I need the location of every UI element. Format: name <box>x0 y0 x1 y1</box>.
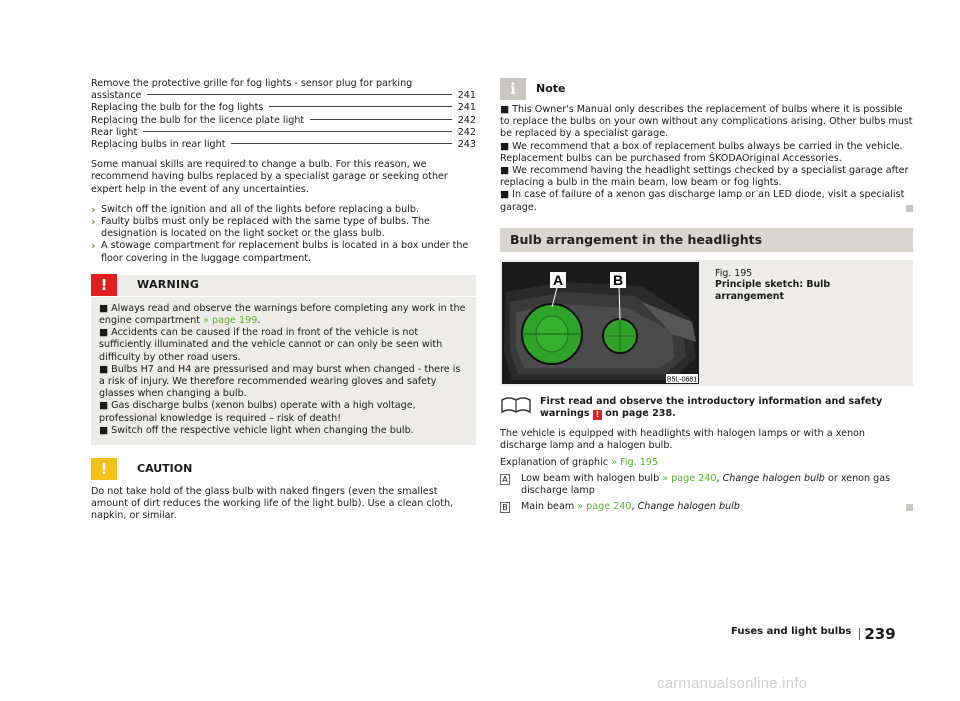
right-column <box>500 78 913 513</box>
warning-header <box>91 275 476 297</box>
note-item: ■ We recommend that a box of replacement bulbs always be carried in the vehicle. Replacement bulbs can be purchased from ŠKODAOriginal Accessories. <box>500 140 903 164</box>
legend-text <box>521 473 913 497</box>
toc-page: 243 <box>457 139 476 151</box>
toc-item[interactable] <box>91 139 476 151</box>
toc-item[interactable] <box>91 78 476 102</box>
figure <box>500 260 913 386</box>
legend-emphasis: Change halogen bulb <box>722 472 825 484</box>
caution-header <box>91 458 476 480</box>
toc-item[interactable] <box>91 115 476 127</box>
legend-key: A <box>500 474 510 485</box>
legend-sep: , <box>716 472 723 484</box>
watermark: carmanualsonline.info <box>657 675 808 692</box>
step-text: A stowage compartment for replacement bulbs is located in a box under the floor covering in the luggage compartment. <box>101 240 469 264</box>
legend-pre: Low beam with halogen bulb <box>521 472 663 484</box>
note-item <box>500 189 913 213</box>
toc-page: 241 <box>457 90 476 102</box>
note-item: ■ This Owner's Manual only describes the replacement of bulbs where it is possible to replace the bulbs on your own without any complications arising. Other bulbs must be replaced by a specialist garage. <box>500 104 913 140</box>
toc-leader <box>143 131 451 132</box>
legend-pre: Main beam <box>521 501 578 513</box>
legend-text <box>521 501 913 513</box>
warning-item: ■ Gas discharge bulbs (xenon bulbs) operate with a high voltage, professional knowledge is required – risk of death! <box>99 400 416 424</box>
info-icon: i <box>500 78 526 100</box>
toc-label: Replacing bulbs in rear light <box>91 139 226 151</box>
caution-icon: ! <box>91 458 117 480</box>
figure-code: B5L-0681 <box>666 376 698 384</box>
legend-item-b <box>500 501 913 513</box>
toc-page: 241 <box>457 102 476 114</box>
toc-label: assistance <box>91 90 142 102</box>
label-b: B <box>612 271 624 288</box>
note-text: ■ In case of failure of a xenon gas discharge lamp or an LED diode, visit a specialist garage. <box>500 189 905 213</box>
warning-item <box>99 303 468 327</box>
figure-number: Fig. 195 <box>715 267 753 279</box>
headlight-illustration <box>502 262 699 384</box>
warning-text: ■ Always read and observe the warnings before completing any work in the engine compartment <box>99 302 466 327</box>
end-mark-icon <box>906 205 913 212</box>
toc-leader <box>310 119 452 120</box>
step-text: Switch off the ignition and all of the lights before replacing a bulb. <box>101 203 420 215</box>
step-list <box>91 204 476 265</box>
warning-mini-icon: ! <box>593 410 602 420</box>
book-icon <box>500 396 532 414</box>
warning-box <box>91 275 476 445</box>
toc-label: Replacing the bulb for the licence plate light <box>91 114 305 126</box>
note-body <box>500 104 913 214</box>
warning-icon: ! <box>91 274 117 296</box>
toc-leader <box>147 94 451 95</box>
figure-caption-title: Principle sketch: Bulb arrangement <box>715 279 831 302</box>
step-item <box>91 204 476 216</box>
page-link[interactable]: » page 240 <box>577 501 632 513</box>
toc-leader <box>269 106 451 107</box>
page-link[interactable]: » page 199 <box>203 315 258 327</box>
arrow-icon: › <box>91 239 96 253</box>
intro-paragraph: Some manual skills are required to change a bulb. For this reason, we recommend having bulbs replaced by a specialist garage or seeking other expert help in the event of any uncertainties. <box>91 159 448 195</box>
warning-text: . <box>257 315 261 327</box>
arrow-icon: › <box>91 202 96 216</box>
warning-item: ■ Bulbs H7 and H4 are pressurised and may burst when changed - there is a risk of injury. We therefore recommended wearing gloves and safety glasses when changing a bulb. <box>99 363 461 400</box>
toc-page: 242 <box>457 126 476 138</box>
arrow-icon: › <box>91 215 96 229</box>
first-read-post: on page 238. <box>601 408 676 420</box>
first-read-notice <box>500 396 913 420</box>
step-text: Faulty bulbs must only be replaced with the same type of bulbs. The designation is located on the light socket or the glass bulb. <box>101 216 430 240</box>
warning-title: WARNING <box>137 278 200 292</box>
toc-label: Remove the protective grille for fog lights - sensor plug for parking <box>91 78 413 89</box>
section-title: Bulb arrangement in the headlights <box>500 228 913 252</box>
explanation-line <box>500 457 913 469</box>
toc-leader <box>231 143 451 144</box>
explanation-label: Explanation of graphic <box>500 456 612 468</box>
legend-item-a <box>500 473 913 497</box>
step-item <box>91 240 476 264</box>
label-a: A <box>552 271 564 288</box>
note-title: Note <box>536 81 566 95</box>
first-read-text <box>540 396 913 420</box>
toc-label: Rear light <box>91 126 138 138</box>
first-read-pre: First read and observe the introductory information and safety warnings <box>540 395 883 420</box>
headlight-image <box>502 262 699 384</box>
legend-key: B <box>500 502 510 513</box>
legend-sep: , <box>631 501 638 513</box>
toc-item[interactable] <box>91 102 476 114</box>
toc-page: 242 <box>457 114 476 126</box>
caution-title: CAUTION <box>137 461 193 475</box>
legend-post: or xenon gas discharge lamp <box>521 472 891 497</box>
warning-item: ■ Switch off the respective vehicle light when changing the bulb. <box>99 424 414 436</box>
note-item: ■ We recommend having the headlight settings checked by a specialist garage after replacing a bulb in the main beam, low beam or fog lights. <box>500 165 909 189</box>
left-column <box>91 78 476 523</box>
page-link[interactable]: » page 240 <box>662 472 717 484</box>
warning-item: ■ Accidents can be caused if the road in front of the vehicle is not sufficiently illuminated and the vehicle cannot or can only be seen with difficulty by other road users. <box>99 327 443 363</box>
toc-item[interactable] <box>91 127 476 139</box>
toc <box>91 78 476 151</box>
chapter-title: Fuses and light bulbs <box>731 626 852 637</box>
caution-text: Do not take hold of the glass bulb with naked fingers (even the smallest amount of dirt reduces the working life of the light bulb). Use a clean cloth, napkin, or similar. <box>91 486 454 522</box>
body-paragraph: The vehicle is equipped with headlights with halogen lamps or with a xenon discharge lamp and a halogen bulb. <box>500 428 866 452</box>
toc-label: Replacing the bulb for the fog lights <box>91 102 264 114</box>
legend-emphasis: Change halogen bulb <box>637 501 740 513</box>
figure-link[interactable]: » Fig. 195 <box>611 456 659 468</box>
note-header <box>500 78 913 100</box>
warning-body <box>91 297 476 445</box>
page-number: 239 <box>859 628 895 640</box>
page-footer <box>731 625 896 643</box>
figure-caption <box>715 268 865 303</box>
end-mark-icon <box>906 504 913 511</box>
step-item <box>91 216 476 240</box>
